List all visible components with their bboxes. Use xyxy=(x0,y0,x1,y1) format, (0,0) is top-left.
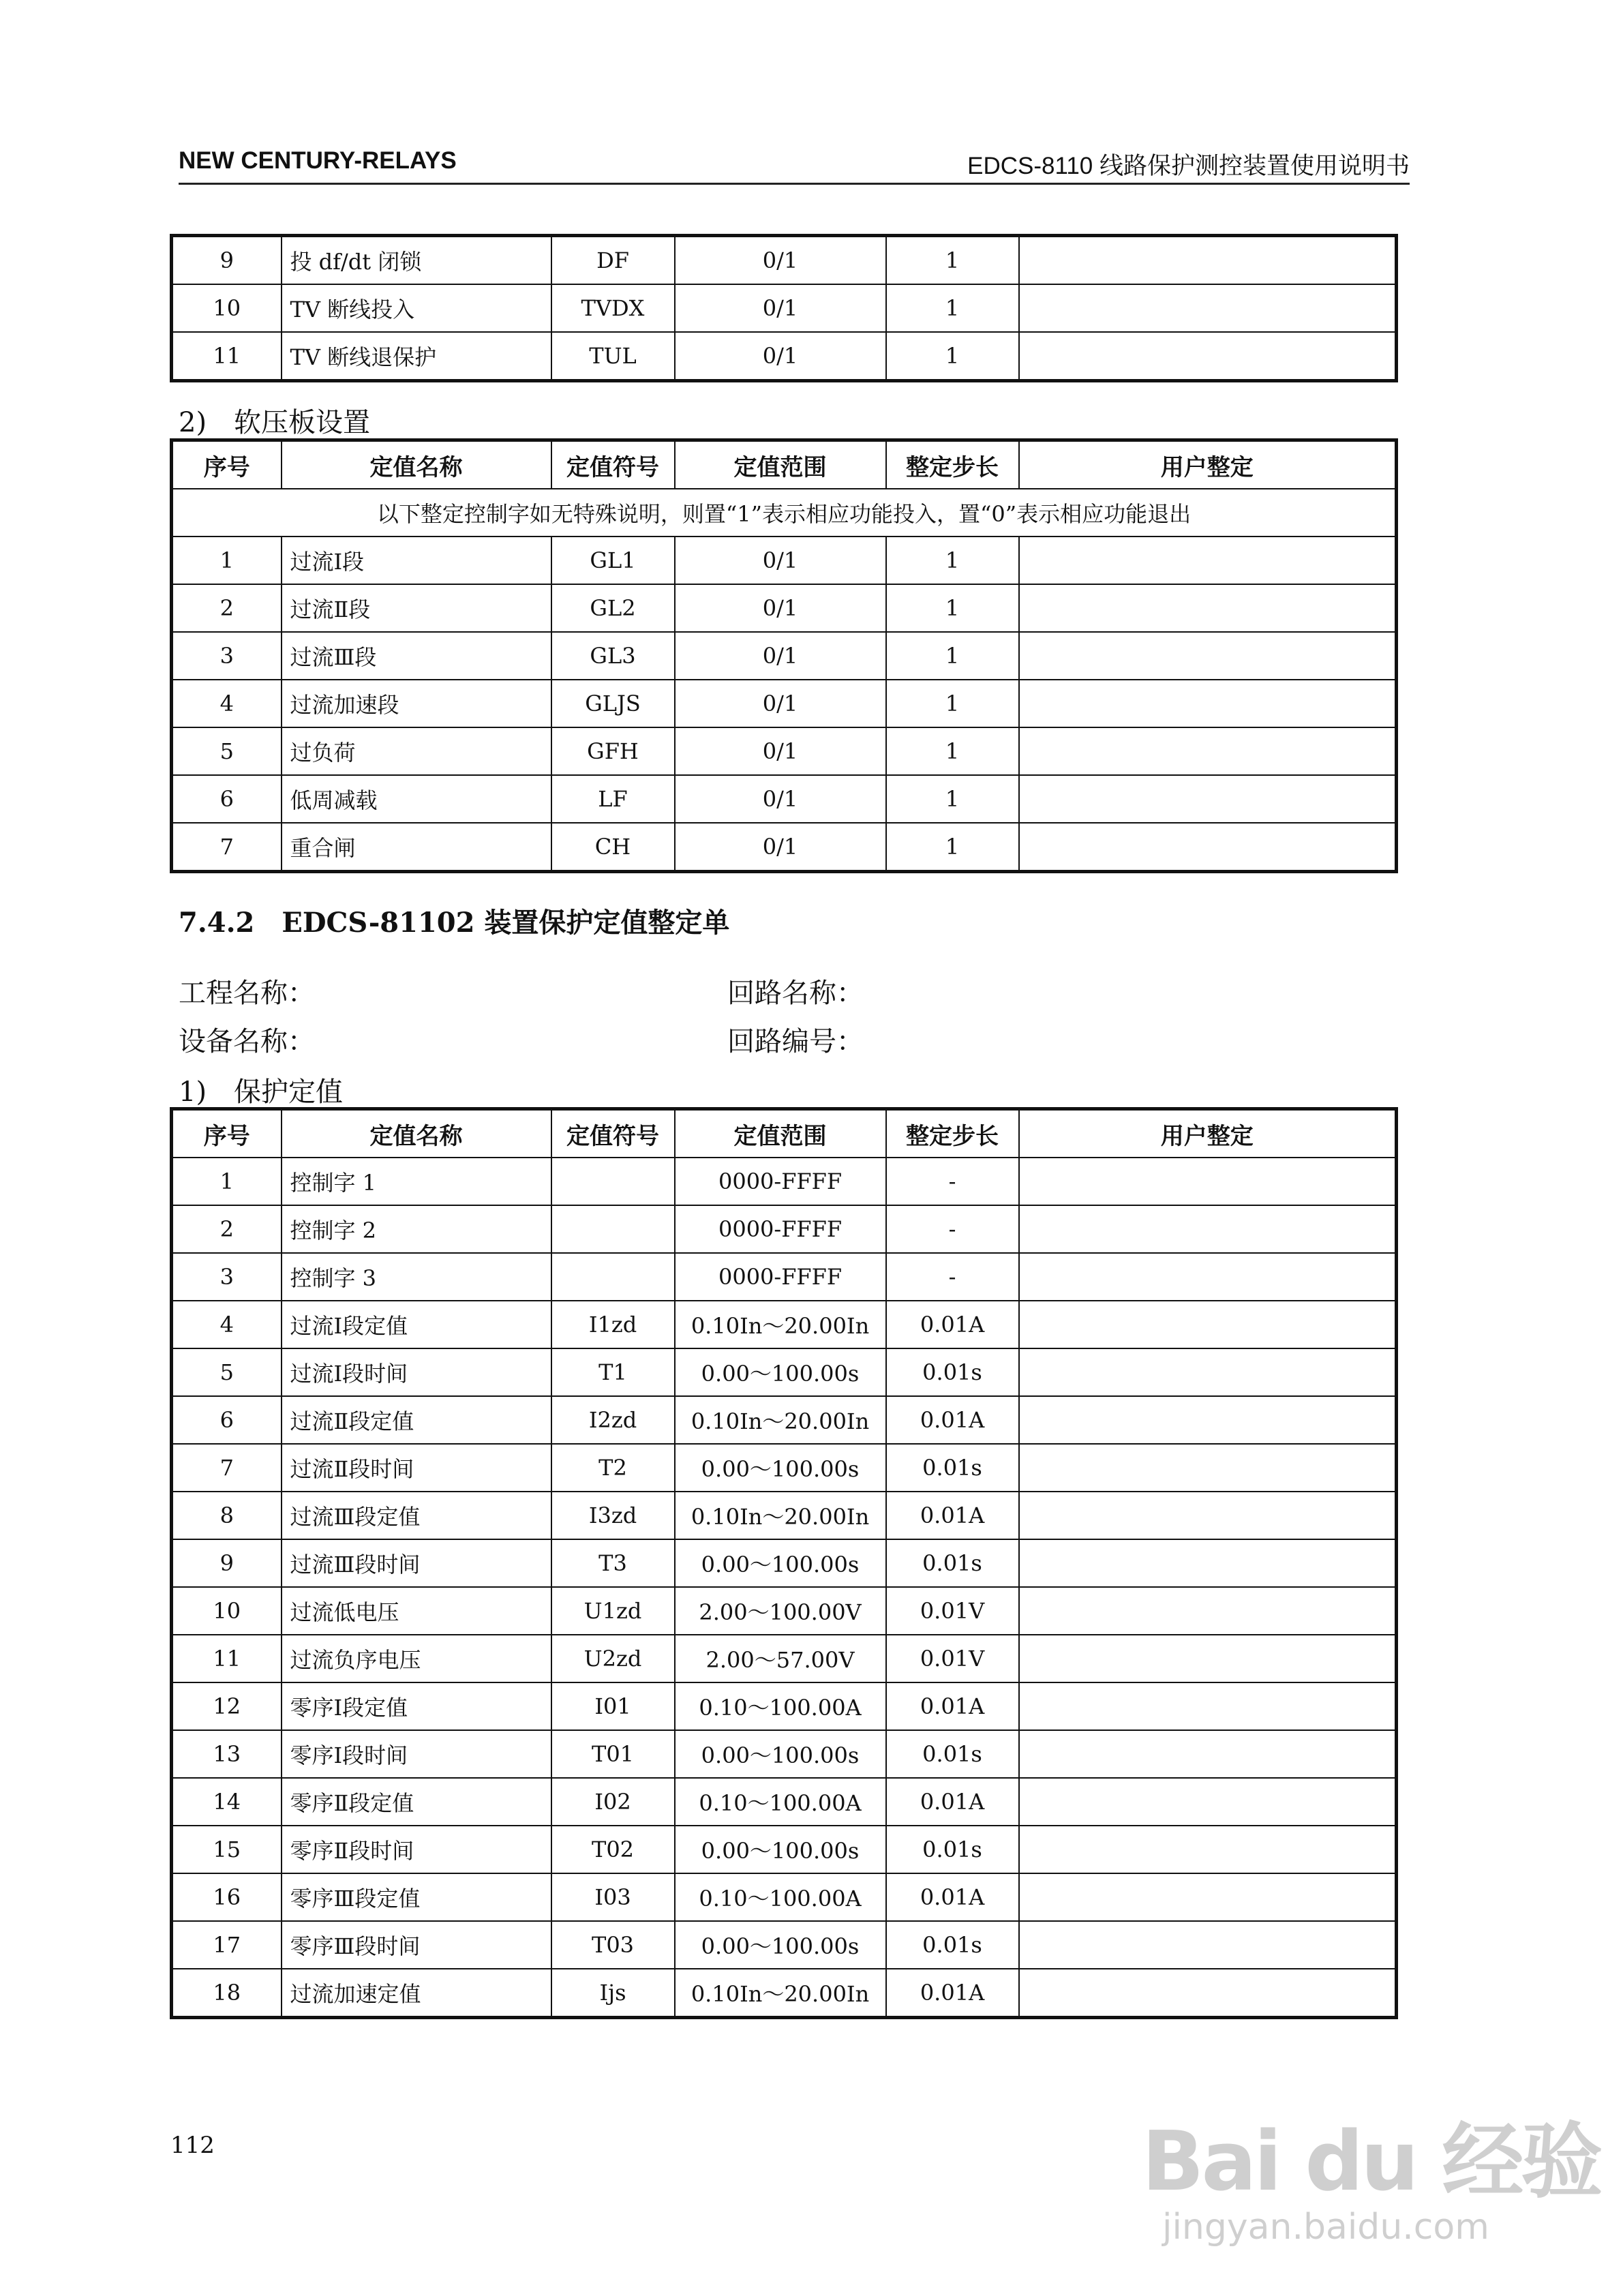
table-cell: 过流加速定值 xyxy=(282,1969,551,2018)
header-rule xyxy=(179,183,1410,185)
table-cell: 0000-FFFF xyxy=(675,1205,886,1253)
table-row xyxy=(172,1730,1397,1778)
table-row xyxy=(172,1396,1397,1444)
table-cell: 0.01V xyxy=(886,1587,1019,1635)
table-cell: 0000-FFFF xyxy=(675,1158,886,1205)
table-cell: - xyxy=(886,1253,1019,1301)
table-cell: T3 xyxy=(551,1539,675,1587)
table-cell: 0.10In～20.00In xyxy=(675,1396,886,1444)
table-cell: 过流Ⅰ段 xyxy=(282,537,551,584)
table-cell xyxy=(1019,1587,1397,1635)
table-row xyxy=(172,1444,1397,1492)
column-header: 定值符号 xyxy=(551,1109,675,1158)
table-cell: 0.10～100.00A xyxy=(675,1873,886,1921)
table-cell: 0.00～100.00s xyxy=(675,1348,886,1396)
table-row xyxy=(172,1682,1397,1730)
table-cell: 0.01s xyxy=(886,1444,1019,1492)
table-row xyxy=(172,1778,1397,1826)
table-cell: CH xyxy=(551,823,675,872)
table-cell: 过负荷 xyxy=(282,727,551,775)
table-cell xyxy=(1019,1492,1397,1539)
table-cell: 1 xyxy=(886,236,1019,285)
section-soft-title: 2) 软压板设置 xyxy=(179,407,371,438)
table-cell: 零序Ⅰ段时间 xyxy=(282,1730,551,1778)
table-cell xyxy=(551,1158,675,1205)
table-soft-plate xyxy=(170,438,1398,873)
table-cell: 1 xyxy=(886,775,1019,823)
table-row xyxy=(172,680,1397,727)
device-name-label: 设备名称： xyxy=(179,1026,315,1057)
table-cell: 0.10～100.00A xyxy=(675,1778,886,1826)
table-cell: 3 xyxy=(172,632,282,680)
table-cell: 0/1 xyxy=(675,775,886,823)
table-cell: 9 xyxy=(172,236,282,285)
table-cell: 过流负序电压 xyxy=(282,1635,551,1682)
table-cell: U1zd xyxy=(551,1587,675,1635)
table-cell xyxy=(1019,680,1397,727)
table-cell: I02 xyxy=(551,1778,675,1826)
table-row xyxy=(172,1492,1397,1539)
table-cell: 11 xyxy=(172,1635,282,1682)
table-cell: GL1 xyxy=(551,537,675,584)
table-cell xyxy=(1019,584,1397,632)
column-header: 定值范围 xyxy=(675,1109,886,1158)
column-header: 定值名称 xyxy=(282,440,551,489)
table-cell: 0/1 xyxy=(675,284,886,332)
table-cell: DF xyxy=(551,236,675,285)
table-cell xyxy=(1019,332,1397,381)
table-cell: T03 xyxy=(551,1921,675,1969)
table-cell: 零序Ⅱ段时间 xyxy=(282,1826,551,1873)
table-cell: 1 xyxy=(172,1158,282,1205)
circuit-number-label: 回路编号： xyxy=(727,1026,864,1057)
table-cell: 0/1 xyxy=(675,584,886,632)
table-cell: 控制字 2 xyxy=(282,1205,551,1253)
table-cell xyxy=(1019,1253,1397,1301)
table-cell: 过流Ⅱ段 xyxy=(282,584,551,632)
table-cell xyxy=(551,1205,675,1253)
table-cell: I01 xyxy=(551,1682,675,1730)
table-cell: 0.01A xyxy=(886,1682,1019,1730)
table-cell: 3 xyxy=(172,1253,282,1301)
table-cell: 2.00～100.00V xyxy=(675,1587,886,1635)
table-row xyxy=(172,537,1397,584)
table-cell: 0.10In～20.00In xyxy=(675,1492,886,1539)
page-number: 112 xyxy=(170,2132,215,2159)
table-cell: 控制字 3 xyxy=(282,1253,551,1301)
column-header: 序号 xyxy=(172,440,282,489)
table-cell xyxy=(1019,1969,1397,2018)
table-cell: 过流Ⅰ段定值 xyxy=(282,1301,551,1348)
table-cell: 1 xyxy=(886,823,1019,872)
table-row xyxy=(172,1873,1397,1921)
table-cell: 0/1 xyxy=(675,332,886,381)
table-cell: I1zd xyxy=(551,1301,675,1348)
table-cell xyxy=(1019,1158,1397,1205)
table-cell: 0.01s xyxy=(886,1921,1019,1969)
table-header-row xyxy=(172,440,1397,489)
table-cell: 1 xyxy=(886,332,1019,381)
table-cell: 0.00～100.00s xyxy=(675,1539,886,1587)
table-row xyxy=(172,1969,1397,2018)
table-cell: 5 xyxy=(172,727,282,775)
table-cell: 11 xyxy=(172,332,282,381)
table-cell: 6 xyxy=(172,775,282,823)
table-cell: Ijs xyxy=(551,1969,675,2018)
table-cell: 0.00～100.00s xyxy=(675,1921,886,1969)
table-cell: 0.00～100.00s xyxy=(675,1444,886,1492)
table-header-row xyxy=(172,1109,1397,1158)
table-cell xyxy=(551,1253,675,1301)
table-cell: T1 xyxy=(551,1348,675,1396)
page-header-left: NEW CENTURY-RELAYS xyxy=(179,147,457,174)
section-742-title: 7.4.2 EDCS-81102 装置保护定值整定单 xyxy=(179,907,730,939)
table-cell: - xyxy=(886,1205,1019,1253)
table-cell xyxy=(1019,1873,1397,1921)
table-cell: 0.01s xyxy=(886,1826,1019,1873)
project-name-label: 工程名称： xyxy=(179,978,315,1009)
table-cell: 0000-FFFF xyxy=(675,1253,886,1301)
table-cell: 0/1 xyxy=(675,823,886,872)
table-cell xyxy=(1019,1205,1397,1253)
column-header: 整定步长 xyxy=(886,1109,1019,1158)
table-cell: 12 xyxy=(172,1682,282,1730)
table-cell: 2 xyxy=(172,584,282,632)
table-cell: 零序Ⅱ段定值 xyxy=(282,1778,551,1826)
table-row xyxy=(172,1158,1397,1205)
table-row xyxy=(172,1205,1397,1253)
table-cell: 1 xyxy=(886,537,1019,584)
table-cell xyxy=(1019,823,1397,872)
table-cell xyxy=(1019,1444,1397,1492)
table-cell xyxy=(1019,1348,1397,1396)
table-cell: 0.01A xyxy=(886,1969,1019,2018)
table-cell xyxy=(1019,1301,1397,1348)
watermark-logo-text: Bai du 经验 xyxy=(1142,2115,1601,2209)
table-cell: T01 xyxy=(551,1730,675,1778)
table-row xyxy=(172,1635,1397,1682)
table-row xyxy=(172,1348,1397,1396)
table-cell xyxy=(1019,1396,1397,1444)
table-cell: 0.01s xyxy=(886,1539,1019,1587)
column-header: 用户整定 xyxy=(1019,1109,1397,1158)
note-cell: 以下整定控制字如无特殊说明，则置“1”表示相应功能投入，置“0”表示相应功能退出 xyxy=(172,489,1397,537)
table-row xyxy=(172,332,1397,381)
table-cell: 0.01s xyxy=(886,1730,1019,1778)
table-cell: 0/1 xyxy=(675,680,886,727)
table-cell: 18 xyxy=(172,1969,282,2018)
watermark-url: jingyan.baidu.com xyxy=(1162,2207,1489,2248)
table-cell: 1 xyxy=(886,284,1019,332)
column-header: 序号 xyxy=(172,1109,282,1158)
table-cell: 8 xyxy=(172,1492,282,1539)
table-row xyxy=(172,632,1397,680)
table-cell: 0.00～100.00s xyxy=(675,1730,886,1778)
table-cell: 0.01V xyxy=(886,1635,1019,1682)
table-cell: 7 xyxy=(172,823,282,872)
table-cell: 0.01A xyxy=(886,1778,1019,1826)
table-cell: 1 xyxy=(172,537,282,584)
table-cell xyxy=(1019,1778,1397,1826)
column-header: 定值范围 xyxy=(675,440,886,489)
circuit-name-label: 回路名称： xyxy=(727,978,864,1009)
table-cell: GL3 xyxy=(551,632,675,680)
table-cell: 9 xyxy=(172,1539,282,1587)
column-header: 用户整定 xyxy=(1019,440,1397,489)
table-cell: 过流Ⅲ段定值 xyxy=(282,1492,551,1539)
table-cell: TV 断线退保护 xyxy=(282,332,551,381)
table-row xyxy=(172,1539,1397,1587)
table-cell: 0/1 xyxy=(675,537,886,584)
table-cell: U2zd xyxy=(551,1635,675,1682)
table-cell: 6 xyxy=(172,1396,282,1444)
table-cell xyxy=(1019,1921,1397,1969)
table-cell: 过流低电压 xyxy=(282,1587,551,1635)
table-row xyxy=(172,236,1397,285)
table-cell xyxy=(1019,284,1397,332)
table-cell xyxy=(1019,1539,1397,1587)
table-row xyxy=(172,1921,1397,1969)
table-row xyxy=(172,823,1397,872)
table-cell: 0.10～100.00A xyxy=(675,1682,886,1730)
table-cell: 零序Ⅲ段时间 xyxy=(282,1921,551,1969)
table-cell: 0/1 xyxy=(675,727,886,775)
table-row xyxy=(172,1587,1397,1635)
table-cell: 1 xyxy=(886,584,1019,632)
table-cell: 2.00～57.00V xyxy=(675,1635,886,1682)
column-header: 整定步长 xyxy=(886,440,1019,489)
table-cell xyxy=(1019,632,1397,680)
table-cell xyxy=(1019,727,1397,775)
table-cell: 0.01A xyxy=(886,1873,1019,1921)
table-cell: 0.00～100.00s xyxy=(675,1826,886,1873)
table-row xyxy=(172,775,1397,823)
table-cell: 重合闸 xyxy=(282,823,551,872)
table-cell: 过流Ⅰ段时间 xyxy=(282,1348,551,1396)
table-cell: 0.01A xyxy=(886,1396,1019,1444)
table-cell: 2 xyxy=(172,1205,282,1253)
table-cell: GLJS xyxy=(551,680,675,727)
table-cell: 0/1 xyxy=(675,632,886,680)
table-cell: 10 xyxy=(172,284,282,332)
table-cell: 5 xyxy=(172,1348,282,1396)
table-row xyxy=(172,1301,1397,1348)
table-cell: 零序Ⅰ段定值 xyxy=(282,1682,551,1730)
table-cell xyxy=(1019,537,1397,584)
table-cell: 4 xyxy=(172,1301,282,1348)
column-header: 定值符号 xyxy=(551,440,675,489)
table-cell: 低周减载 xyxy=(282,775,551,823)
table-cell xyxy=(1019,1635,1397,1682)
table-protection-settings xyxy=(170,1107,1398,2019)
table-cell xyxy=(1019,236,1397,285)
table-cell xyxy=(1019,1730,1397,1778)
table-row xyxy=(172,284,1397,332)
table-cell: GFH xyxy=(551,727,675,775)
table-cell: 过流Ⅲ段时间 xyxy=(282,1539,551,1587)
table-cell: I3zd xyxy=(551,1492,675,1539)
table-cell: 10 xyxy=(172,1587,282,1635)
baidu-jingyan-watermark xyxy=(1142,2096,1600,2248)
table-cell: LF xyxy=(551,775,675,823)
section-protection-title: 1) 保护定值 xyxy=(179,1076,344,1108)
table-cell: 17 xyxy=(172,1921,282,1969)
column-header: 定值名称 xyxy=(282,1109,551,1158)
table-cell: 1 xyxy=(886,727,1019,775)
table-row xyxy=(172,1826,1397,1873)
table-cell: I03 xyxy=(551,1873,675,1921)
note-row xyxy=(172,489,1397,537)
table-cell: 4 xyxy=(172,680,282,727)
table-cell: 16 xyxy=(172,1873,282,1921)
table-cell: 控制字 1 xyxy=(282,1158,551,1205)
table-cell: 0.10In～20.00In xyxy=(675,1301,886,1348)
table-cell: 0.10In～20.00In xyxy=(675,1969,886,2018)
table-cell: 投 df/dt 闭锁 xyxy=(282,236,551,285)
table-cell xyxy=(1019,1682,1397,1730)
page-header-right: EDCS-8110 线路保护测控装置使用说明书 xyxy=(967,153,1410,179)
table-cell: 0.01s xyxy=(886,1348,1019,1396)
table-row xyxy=(172,584,1397,632)
table-cell: T2 xyxy=(551,1444,675,1492)
table-cell: 1 xyxy=(886,632,1019,680)
table-cell xyxy=(1019,775,1397,823)
table-cell: 13 xyxy=(172,1730,282,1778)
table-cell: T02 xyxy=(551,1826,675,1873)
table-cell: 0/1 xyxy=(675,236,886,285)
table-cell: 7 xyxy=(172,1444,282,1492)
table-cell: 0.01A xyxy=(886,1301,1019,1348)
table-cell: 过流Ⅱ段时间 xyxy=(282,1444,551,1492)
table-cell: 0.01A xyxy=(886,1492,1019,1539)
table-cell: 零序Ⅲ段定值 xyxy=(282,1873,551,1921)
table-cell: TV 断线投入 xyxy=(282,284,551,332)
table-cell: 1 xyxy=(886,680,1019,727)
table-cell: I2zd xyxy=(551,1396,675,1444)
table-top-continued xyxy=(170,234,1398,382)
table-cell: GL2 xyxy=(551,584,675,632)
table-cell: TUL xyxy=(551,332,675,381)
table-cell: 14 xyxy=(172,1778,282,1826)
table-cell: TVDX xyxy=(551,284,675,332)
table-cell: 过流Ⅱ段定值 xyxy=(282,1396,551,1444)
table-cell xyxy=(1019,1826,1397,1873)
table-cell: - xyxy=(886,1158,1019,1205)
table-row xyxy=(172,727,1397,775)
table-cell: 15 xyxy=(172,1826,282,1873)
table-cell: 过流Ⅲ段 xyxy=(282,632,551,680)
table-cell: 过流加速段 xyxy=(282,680,551,727)
table-row xyxy=(172,1253,1397,1301)
